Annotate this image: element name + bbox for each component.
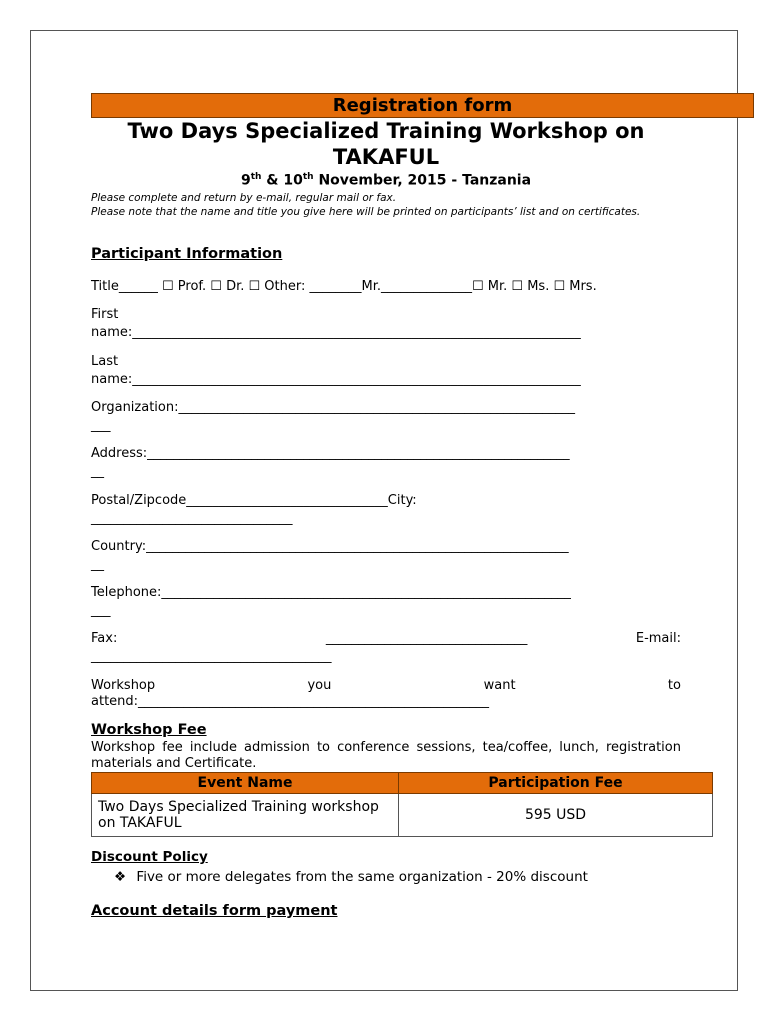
title-line-2: TAKAFUL	[332, 145, 440, 169]
discount-heading: Discount Policy	[91, 849, 208, 865]
date-day-1: 9	[240, 172, 251, 189]
address-field[interactable]: Address:_________________________________________________________________	[91, 446, 570, 461]
event-fee-cell: 595 USD	[399, 794, 713, 837]
telephone-field[interactable]: Telephone:_______________________________________________________________	[91, 585, 571, 600]
participant-heading: Participant Information	[91, 246, 283, 262]
workshop-word-3: want	[483, 678, 516, 693]
workshop-word-2: you	[307, 678, 332, 693]
fax-label: Fax:	[91, 631, 118, 646]
account-heading: Account details form payment	[91, 903, 338, 919]
col-participation-fee: Participation Fee	[399, 773, 713, 794]
first-name-field[interactable]: name:_____________________________________________________________________	[91, 325, 581, 340]
instruction-note	[91, 191, 651, 219]
fee-table-header	[92, 773, 713, 794]
event-name-cell: Two Days Specialized Training workshop on TAKAFUL	[92, 794, 399, 837]
date-day-2: & 10	[261, 172, 303, 189]
workshop-fee-heading: Workshop Fee	[91, 722, 207, 738]
organization-field-cont[interactable]: ___	[91, 418, 111, 433]
date-sup-1: th	[250, 172, 262, 182]
note-line-1: Please complete and return by e-mail, regular mail or fax.	[91, 192, 397, 204]
country-field[interactable]: Country:_________________________________________________________________	[91, 539, 569, 554]
address-field-cont[interactable]: __	[91, 464, 104, 479]
workshop-row	[91, 678, 681, 694]
date-rest: November, 2015 - Tanzania	[313, 172, 532, 189]
discount-item	[114, 869, 588, 885]
email-field[interactable]: _____________________________________	[91, 649, 332, 664]
country-field-cont[interactable]: __	[91, 557, 104, 572]
title-line-1: Two Days Specialized Training Workshop on	[127, 119, 645, 143]
email-label: E-mail:	[635, 631, 681, 646]
first-name-label: First	[91, 307, 119, 322]
organization-field[interactable]: Organization:_____________________________________________________________	[91, 400, 575, 415]
title-field[interactable]: Title______ ☐ Prof. ☐ Dr. ☐ Other: ________Mr.______________☐ Mr. ☐ Ms. ☐ Mrs.	[91, 279, 597, 294]
fax-field[interactable]: _______________________________	[325, 631, 528, 646]
note-line-2: Please note that the name and title you give here will be printed on participants’ list and on certificates.	[91, 206, 641, 218]
diamond-bullet-icon: ❖	[114, 869, 127, 885]
workshop-word-4: to	[667, 678, 681, 693]
workshop-fee-description: Workshop fee include admission to conference sessions, tea/coffee, lunch, registration materials and Certificate.	[91, 740, 681, 771]
event-dates	[91, 172, 681, 189]
workshop-field[interactable]: attend:______________________________________________________	[91, 694, 490, 709]
fax-email-row	[91, 631, 681, 647]
city-field-cont[interactable]: _______________________________	[91, 511, 293, 526]
last-name-field[interactable]: name:_____________________________________________________________________	[91, 372, 581, 387]
telephone-field-cont[interactable]: ___	[91, 603, 111, 618]
discount-text: Five or more delegates from the same organization - 20% discount	[136, 869, 588, 885]
registration-banner: Registration form	[91, 93, 754, 118]
postal-city-field[interactable]: Postal/Zipcode_______________________________City:	[91, 493, 417, 508]
workshop-word-1: Workshop	[91, 678, 156, 693]
table-row	[92, 794, 713, 837]
fee-table	[91, 772, 713, 837]
page-title	[91, 118, 681, 170]
date-sup-2: th	[302, 172, 314, 182]
last-name-label: Last	[91, 354, 119, 369]
col-event-name: Event Name	[92, 773, 399, 794]
